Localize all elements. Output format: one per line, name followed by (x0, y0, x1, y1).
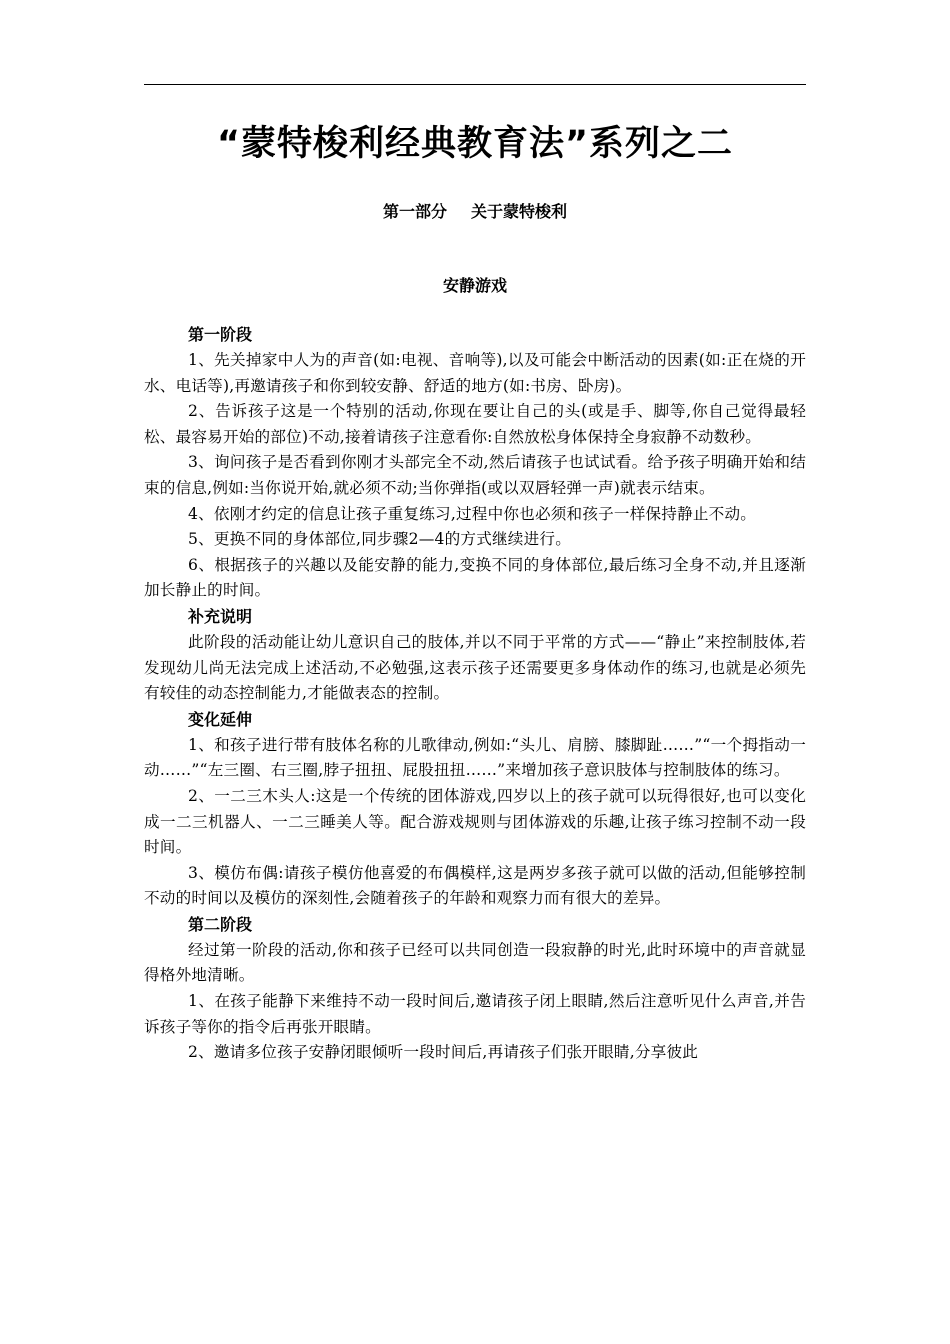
part-name: 关于蒙特梭利 (471, 202, 568, 221)
part-label: 第一部分 (382, 202, 447, 221)
stage2-step-2: 2、邀请多位孩子安静闭眼倾听一段时间后,再请孩子们张开眼睛,分享彼此 (188, 1043, 699, 1062)
stage1-step-2: 2、告诉孩子这是一个特别的活动,你现在要让自己的头(或是手、脚等,你自己觉得最轻松、最容易开始的部位)不动,接着请孩子注意看你:自然放松身体保持全身寂静不动数秒。 (144, 402, 806, 446)
stage1-heading: 第一阶段 (188, 325, 253, 344)
part-heading (0, 200, 950, 224)
stage1-step-3: 3、询问孩子是否看到你刚才头部完全不动,然后请孩子也试试看。给予孩子明确开始和结束的信息,例如:当你说开始,就必须不动;当你弹指(或以双唇轻弹一声)就表示结束。 (144, 453, 806, 497)
variation-item-1: 1、和孩子进行带有肢体名称的儿歌律动,例如:“头儿、肩膀、膝脚趾……”“一个拇指动一动……”“左三圈、右三圈,脖子扭扭、屁股扭扭……”来增加孩子意识肢体与控制肢体的练习。 (144, 735, 806, 780)
supplement-paragraph: 此阶段的活动能让幼儿意识自己的肢体,并以不同于平常的方式——“静止”来控制肢体,若发现幼儿尚无法完成上述活动,不必勉强,这表示孩子还需要更多身体动作的练习,也就是必须先有较佳的动态控制能力,才能做表态的控制。 (144, 632, 806, 703)
header-rule (144, 84, 806, 85)
stage1-step-1: 1、先关掉家中人为的声音(如:电视、音响等),以及可能会中断活动的因素(如:正在烧的开水、电话等),再邀请孩子和你到较安静、舒适的地方(如:书房、卧房)。 (144, 351, 806, 395)
document-title: “蒙特梭利经典教育法”系列之二 (216, 124, 733, 164)
supplement-heading: 补充说明 (188, 606, 253, 626)
variation-item-2: 2、一二三木头人:这是一个传统的团体游戏,四岁以上的孩子就可以玩得很好,也可以变化成一二三机器人、一二三睡美人等。配合游戏规则与团体游戏的乐趣,让孩子练习控制不动一段时间。 (144, 786, 806, 857)
stage1-step-4: 4、依刚才约定的信息让孩子重复练习,过程中你也必须和孩子一样保持静止不动。 (188, 504, 757, 523)
stage2-heading: 第二阶段 (188, 914, 253, 934)
variation-item-3: 3、模仿布偶:请孩子模仿他喜爱的布偶模样,这是两岁多孩子就可以做的活动,但能够控制不动的时间以及模仿的深刻性,会随着孩子的年龄和观察力而有很大的差异。 (144, 863, 806, 908)
document-body (144, 322, 806, 1066)
stage1-step-6: 6、根据孩子的兴趣以及能安静的能力,变换不同的身体部位,最后练习全身不动,并且逐渐加长静止的时间。 (144, 555, 806, 600)
section-title: 安静游戏 (442, 276, 507, 295)
stage2-step-1: 1、在孩子能静下来维持不动一段时间后,邀请孩子闭上眼睛,然后注意听见什么声音,并告诉孩子等你的指令后再张开眼睛。 (144, 992, 806, 1036)
stage2-intro: 经过第一阶段的活动,你和孩子已经可以共同创造一段寂静的时光,此时环境中的声音就显得格外地清晰。 (144, 940, 806, 985)
variation-heading: 变化延伸 (188, 709, 253, 729)
stage1-step-5: 5、更换不同的身体部位,同步骤2—4的方式继续进行。 (188, 530, 571, 549)
